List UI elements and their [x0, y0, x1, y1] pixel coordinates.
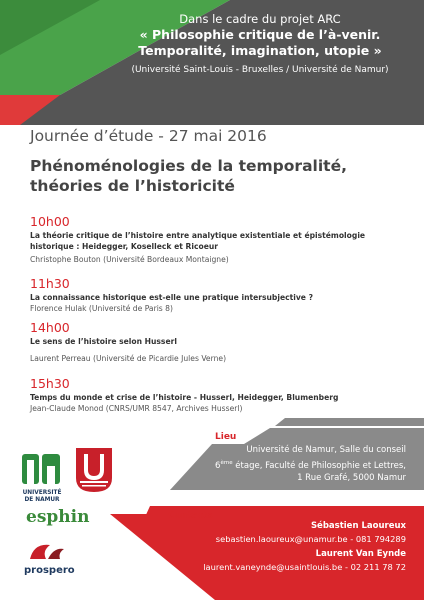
lieu-line1: Université de Namur, Salle du conseil — [246, 445, 406, 455]
header-banner — [0, 0, 424, 125]
header-text — [104, 12, 416, 77]
talk-time: 14h00 — [30, 320, 70, 335]
talk-title: Le sens de l’histoire selon Husserl — [30, 337, 177, 346]
talk-speaker: Laurent Perreau (Université de Picardie Jules Verne) — [30, 354, 227, 363]
event-title — [30, 156, 415, 196]
svg-text:esphin: esphin — [26, 507, 90, 527]
lieu-address — [166, 444, 406, 484]
event-date: Journée d’étude - 27 mai 2016 — [30, 127, 267, 145]
talk-title — [30, 230, 415, 252]
contact-name: Sébastien Laoureux — [310, 521, 406, 531]
esphin-wordmark — [26, 502, 96, 530]
talk-speaker: Florence Hulak (Université de Paris 8) — [30, 304, 173, 313]
main-section — [30, 126, 415, 196]
talk-item — [30, 320, 415, 364]
unamur-caption: UNIVERSITÉ DE NAMUR — [22, 490, 62, 503]
unamur-emblem-icon — [20, 452, 64, 486]
talk-time: 10h00 — [30, 214, 70, 229]
talk-time: 15h30 — [30, 376, 70, 391]
lieu-label: Lieu — [215, 432, 237, 442]
esphin-logo — [26, 502, 96, 534]
contacts-label: Contacts — [168, 511, 213, 521]
talk-title-line1: La théorie critique de l’histoire entre analytique existentiale et épistémologie — [30, 231, 366, 240]
project-title-line1: « Philosophie critique de l’à-venir. — [139, 27, 381, 42]
talk-title: La connaissance historique est-elle une pratique intersubjective ? — [30, 293, 314, 302]
contact-name: Laurent Van Eynde — [315, 549, 406, 559]
talk-item — [30, 276, 415, 314]
lieu-line3: 1 Rue Grafé, 5000 Namur — [297, 472, 406, 483]
prospero-logo — [24, 541, 75, 576]
project-title-line2: Temporalité, imagination, utopie » — [138, 43, 382, 58]
talk-title: Temps du monde et crise de l’histoire - Husserl, Heidegger, Blumenberg — [30, 393, 339, 402]
talk-speaker: Jean-Claude Monod (CNRS/UMR 8547, Archives Husserl) — [30, 404, 243, 413]
talk-item — [30, 214, 415, 265]
project-intro: Dans le cadre du projet ARC — [179, 12, 341, 26]
project-subtitle: (Université Saint-Louis - Bruxelles / Université de Namur) — [131, 65, 389, 75]
talk-item — [30, 376, 415, 414]
lieu-line2: 6ème étage, Faculté de Philosophie et Lettres, — [215, 459, 406, 471]
prospero-emblem-icon — [24, 541, 68, 561]
talk-speaker: Christophe Bouton (Université Bordeaux Montaigne) — [30, 255, 229, 264]
contact-email-phone[interactable]: laurent.vaneynde@usaintlouis.be - 02 211 78 72 — [203, 562, 406, 572]
contact-email-phone[interactable]: sebastien.laoureux@unamur.be - 081 794289 — [215, 534, 406, 544]
usaintlouis-emblem-icon — [74, 448, 114, 492]
talk-title-line2: historique : Heidegger, Koselleck et Ricoeur — [30, 242, 218, 251]
usaintlouis-logo — [74, 448, 114, 496]
event-title-line1: Phénoménologies de la temporalité, — [30, 157, 347, 175]
unamur-logo — [20, 452, 64, 504]
talk-time: 11h30 — [30, 276, 70, 291]
event-title-line2: théories de l’historicité — [30, 177, 235, 195]
prospero-wordmark: prospero — [24, 565, 75, 576]
